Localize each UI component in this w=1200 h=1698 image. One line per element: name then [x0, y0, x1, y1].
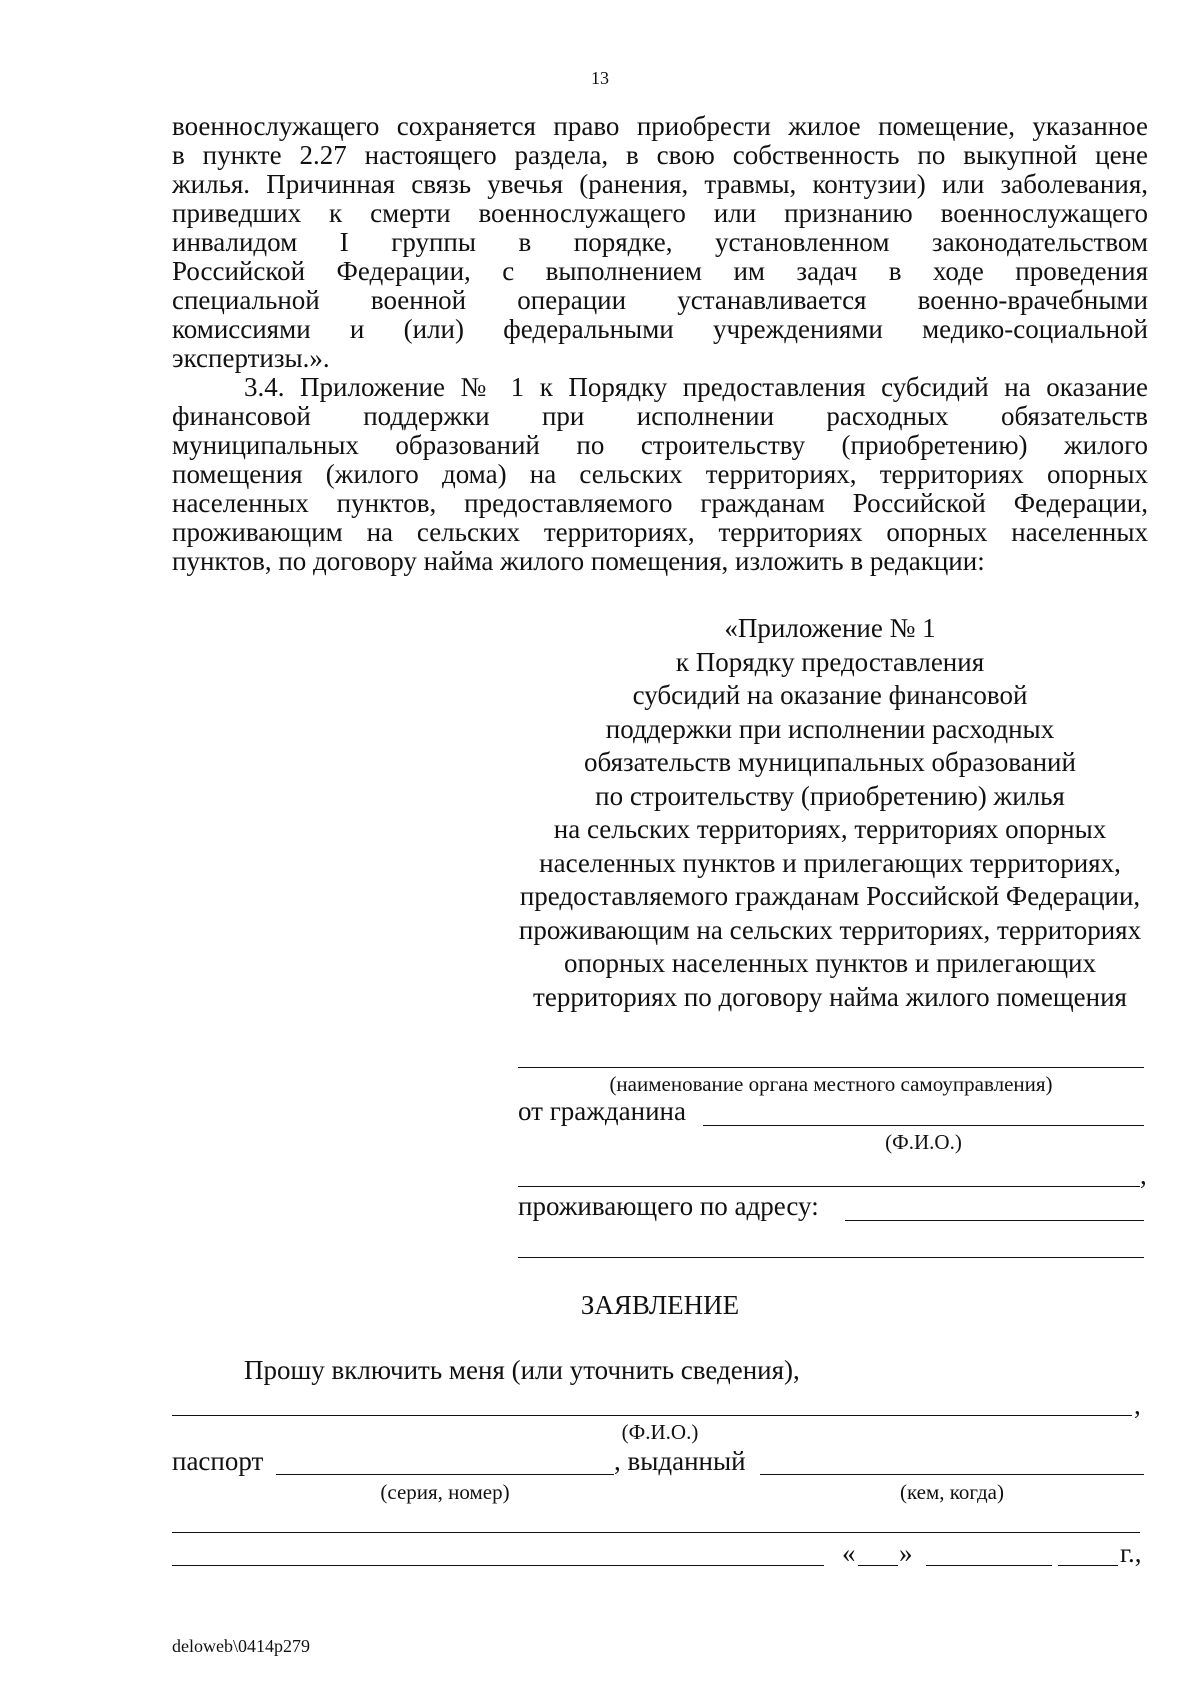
text-line: финансовой поддержки при исполнении расходных обязательств [172, 401, 1148, 431]
citizen-fio-field[interactable] [703, 1125, 1144, 1126]
appendix-line: к Порядку предоставления [675, 646, 985, 677]
appendix-line: населенных пунктов и прилегающих территориях, [539, 847, 1121, 878]
text-line: инвалидом I группы в порядке, установленном законодательством [172, 227, 1148, 257]
body-text [172, 112, 1148, 576]
text-line: в пункте 2.27 настоящего раздела, в свою собственность по выкупной цене [172, 140, 1148, 170]
authority-name-field[interactable] [518, 1067, 1144, 1068]
appendix-line: «Приложение № 1 [724, 613, 936, 643]
text-line: комиссиями и (или) федеральными учреждениями медико-социальной [172, 314, 1148, 344]
authority-caption: (наименование органа местного самоуправления) [609, 1072, 1053, 1096]
text-line: приведших к смерти военнослужащего или признанию военнослужащего [172, 198, 1148, 228]
passport-number-field[interactable] [276, 1474, 614, 1475]
issued-by-continued-field[interactable] [172, 1532, 1140, 1533]
issued-by-field[interactable] [760, 1474, 1144, 1475]
fio-caption-applicant: (Ф.И.О.) [621, 1420, 699, 1444]
appendix-line: поддержки при исполнении расходных [605, 713, 1055, 744]
address-field[interactable] [845, 1220, 1144, 1221]
appendix-line: территориях по договору найма жилого помещения [533, 981, 1127, 1012]
issued-by-continued-field-2[interactable] [172, 1565, 824, 1566]
text-line: специальной военной операции устанавливается военно-врачебными [172, 285, 1148, 315]
statement-title: ЗАЯВЛЕНИЕ [580, 1290, 740, 1320]
appendix-line: по строительству (приобретению) жилья [595, 780, 1065, 811]
issuer-caption: (кем, когда) [900, 1480, 1004, 1504]
quote-open: « [842, 1538, 856, 1568]
citizen-fio-continued-field[interactable] [518, 1186, 1140, 1187]
residing-address-label: проживающего по адресу: [518, 1191, 819, 1221]
appendix-line: на сельских территориях, территориях опорных [553, 814, 1107, 844]
applicant-fio-field[interactable] [172, 1415, 1132, 1416]
page-number: 13 [591, 68, 609, 88]
fio-caption: (Ф.И.О.) [885, 1130, 962, 1154]
text-line: экспертизы.». [172, 343, 330, 373]
text-line: проживающим на сельских территориях, территориях опорных населенных [172, 517, 1148, 547]
text-line: 3.4. Приложение № 1 к Порядку предоставления субсидий на оказание [244, 372, 1148, 402]
month-field[interactable] [926, 1565, 1052, 1566]
address-continued-field[interactable] [518, 1257, 1144, 1258]
comma: , [1134, 1390, 1141, 1420]
text-line: муниципальных образований по строительству (приобретению) жилого [172, 430, 1148, 460]
year-suffix: г., [1120, 1538, 1142, 1568]
text-line: населенных пунктов, предоставляемого гражданам Российской Федерации, [172, 488, 1148, 518]
document-footer-code: deloweb\0414p279 [172, 1636, 310, 1656]
issued-label: , выданный [614, 1446, 746, 1476]
text-line: Российской Федерации, с выполнением им задач в ходе проведения [172, 256, 1148, 286]
from-citizen-label: от гражданина [518, 1096, 686, 1126]
appendix-line: опорных населенных пунктов и прилегающих [564, 948, 1096, 978]
quote-close: » [899, 1538, 913, 1568]
appendix-line: проживающим на сельских территориях, территориях [518, 914, 1142, 945]
day-field[interactable] [858, 1565, 898, 1566]
text-line: помещения (жилого дома) на сельских территориях, территориях опорных [172, 459, 1148, 489]
request-text: Прошу включить меня (или уточнить сведения), [244, 1355, 800, 1385]
comma: , [1140, 1160, 1147, 1190]
text-line: пунктов, по договору найма жилого помещения, изложить в редакции: [172, 546, 985, 576]
appendix-line: предоставляемого гражданам Российской Федерации, [519, 881, 1141, 911]
appendix-header [460, 612, 1200, 1014]
appendix-line: обязательств муниципальных образований [584, 747, 1076, 777]
year-field[interactable] [1058, 1565, 1118, 1566]
appendix-line: субсидий на оказание финансовой [632, 680, 1028, 710]
series-number-caption: (серия, номер) [380, 1480, 510, 1504]
text-line: жилья. Причинная связь увечья (ранения, травмы, контузии) или заболевания, [172, 169, 1148, 199]
text-line: военнослужащего сохраняется право приобрести жилое помещение, указанное [172, 111, 1148, 141]
passport-label: паспорт [172, 1446, 264, 1476]
